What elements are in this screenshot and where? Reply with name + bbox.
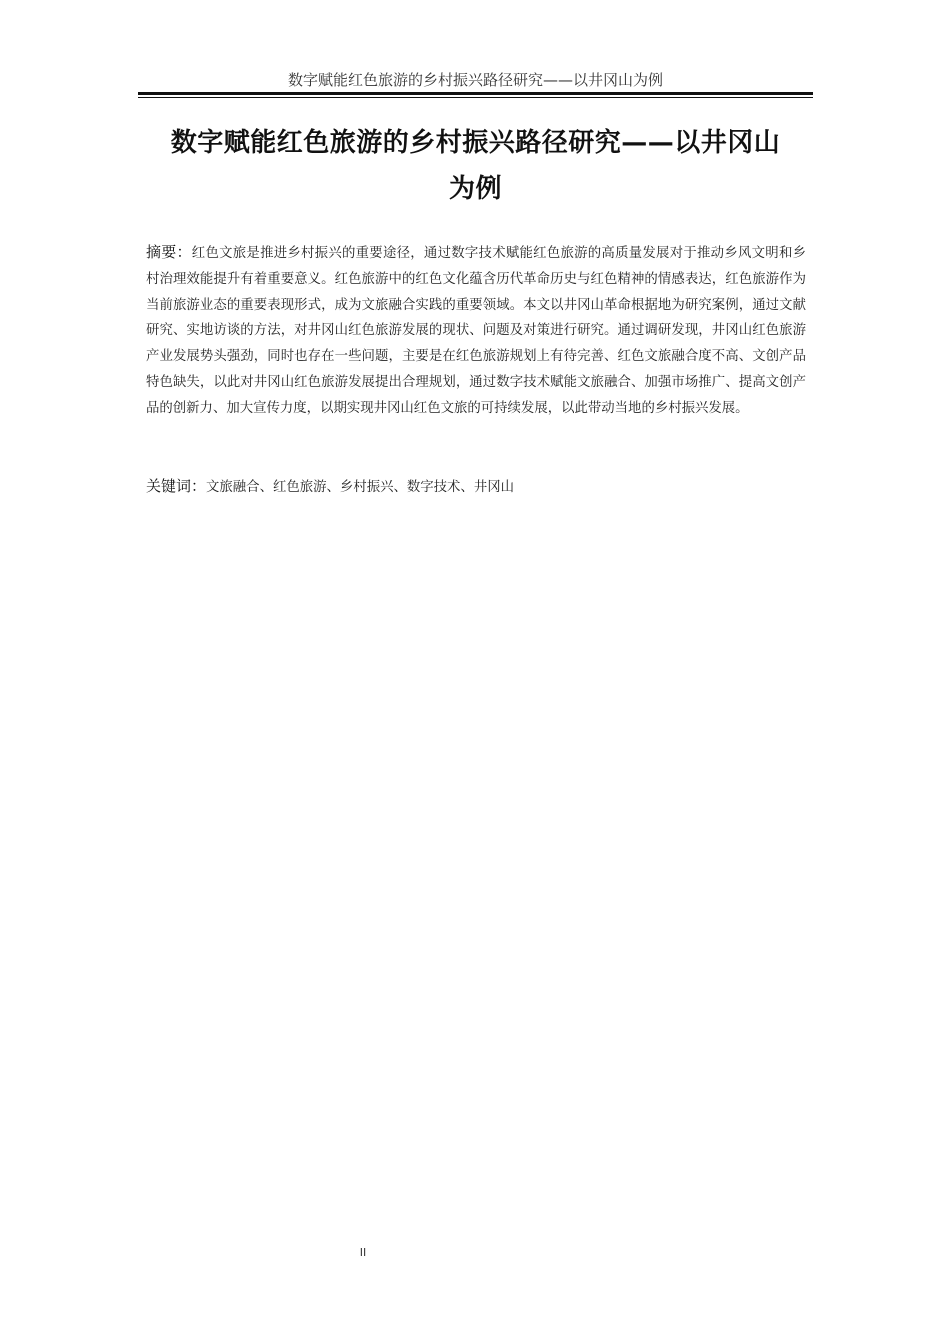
keywords-label: 关键词： (146, 477, 207, 495)
abstract-text: 红色文旅是推进乡村振兴的重要途径，通过数字技术赋能红色旅游的高质量发展对于推动乡风文明和乡村治理效能提升有着重要意义。红色旅游中的红色文化蕴含历代革命历史与红色精神的情感表达，红色旅游作为当前旅游业态的重要表现形式，成为文旅融合实践的重要领域。本文以井冈山革命根据地为研究案例，通过文献研究、实地访谈的方法，对井冈山红色旅游发展的现状、问题及对策进行研究。通过调研发现，井冈山红色旅游产业发展势头强劲，同时也存在一些问题，主要是在红色旅游规划上有待完善、红色文旅融合度不高、文创产品特色缺失，以此对井冈山红色旅游发展提出合理规划，通过数字技术赋能文旅融合、加强市场推广、提高文创产品的创新力、加大宣传力度，以期实现井冈山红色文旅的可持续发展，以此带动当地的乡村振兴发展。 (146, 246, 806, 416)
running-header: 数字赋能红色旅游的乡村振兴路径研究——以井冈山为例 (287, 71, 663, 89)
paper-title-line-1: 数字赋能红色旅游的乡村振兴路径研究——以井冈山 (170, 128, 781, 158)
page-number: II (359, 1246, 367, 1259)
paper-title (138, 120, 813, 212)
abstract-label: 摘要： (146, 243, 192, 261)
header-rule-thin (138, 97, 813, 98)
keywords-line (146, 474, 806, 500)
keywords-text: 文旅融合、红色旅游、乡村振兴、数字技术、井冈山 (206, 480, 514, 495)
header-rule-thick (138, 92, 813, 95)
paper-title-line-2: 为例 (448, 174, 502, 204)
abstract-paragraph (146, 240, 806, 422)
